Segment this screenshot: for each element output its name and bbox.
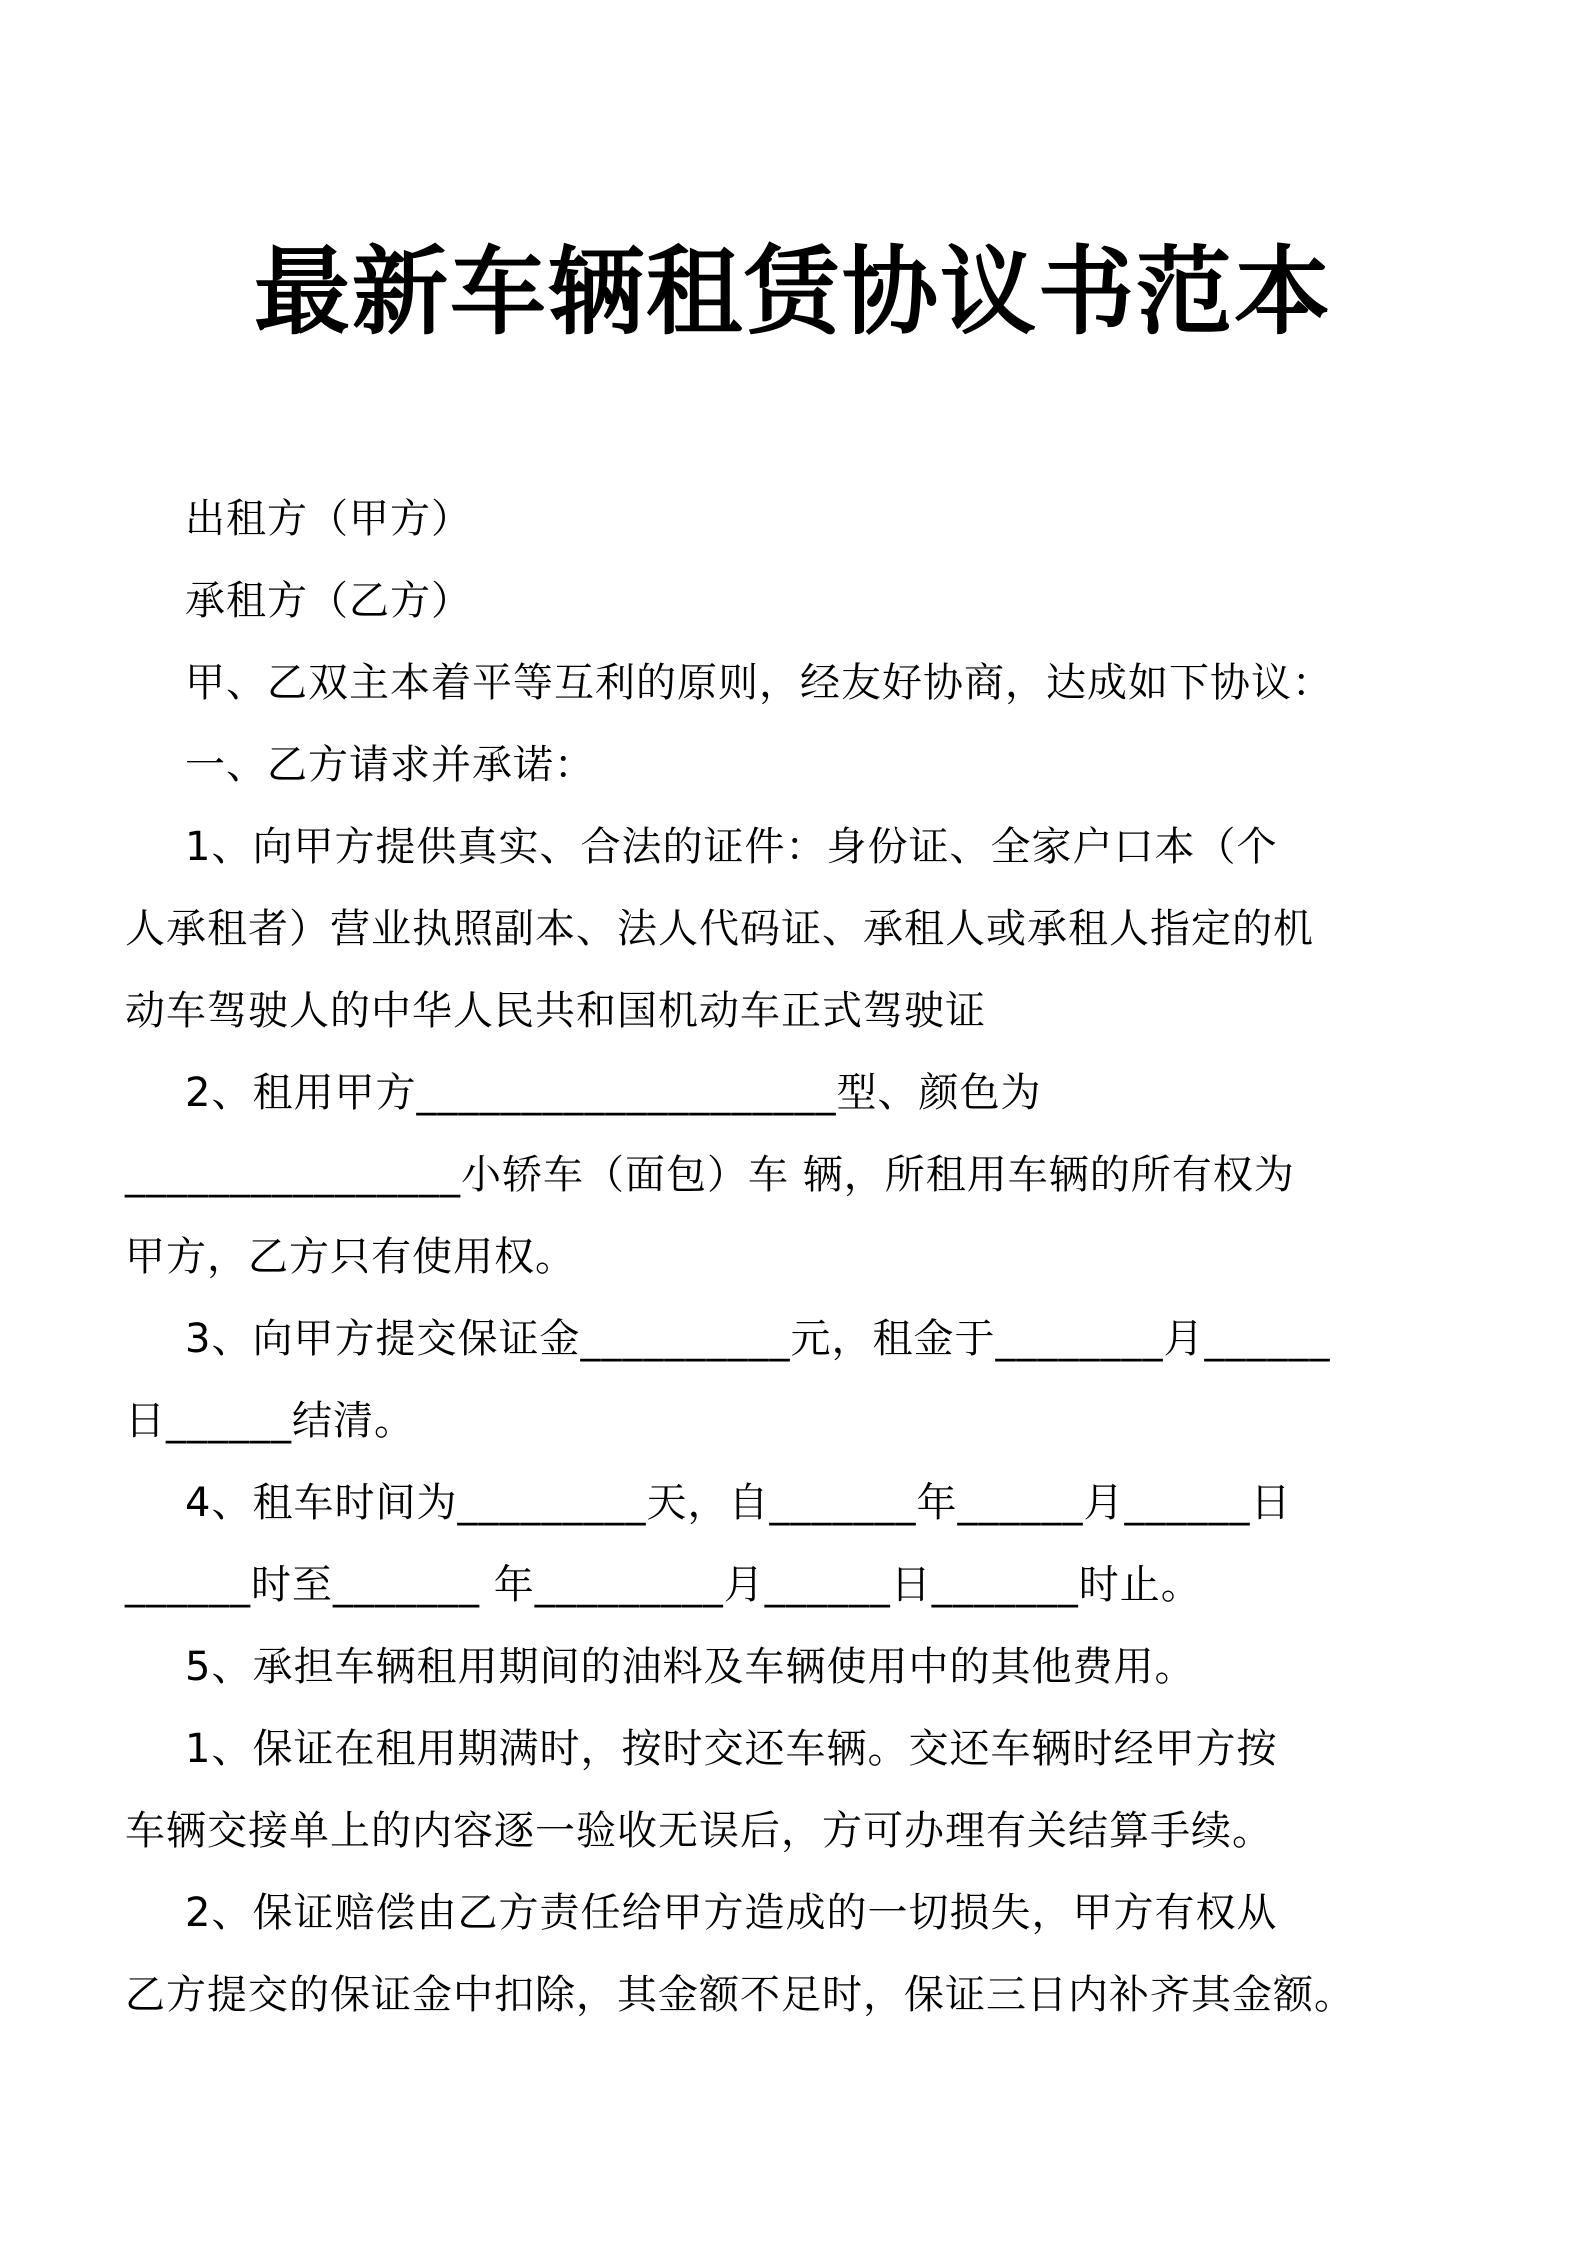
- party-b-line: 承租方（乙方）: [185, 578, 472, 624]
- obligation-1-line-2: 车辆交接单上的内容逐一验收无误后，方可办理有关结算手续。: [125, 1808, 1273, 1854]
- clause-2-line-1: 2、租用甲方____________________型、颜色为: [185, 1070, 1042, 1116]
- party-a-line: 出租方（甲方）: [185, 496, 472, 542]
- clause-3-line-1: 3、向甲方提交保证金__________元，租金于________月______: [185, 1316, 1331, 1362]
- clause-4-line-2: ______时至_______ 年_________月______日_______时止。: [125, 1562, 1202, 1608]
- clause-3-line-2: 日______结清。: [125, 1398, 415, 1444]
- clause-5-line-1: 5、承担车辆租用期间的油料及车辆使用中的其他费用。: [185, 1644, 1196, 1690]
- clause-2-line-3: 甲方，乙方只有使用权。: [125, 1234, 576, 1280]
- clause-1-line-1: 1、向甲方提供真实、合法的证件：身份证、全家户口本（个: [185, 824, 1278, 870]
- clause-1-line-2: 人承租者）营业执照副本、法人代码证、承租人或承租人指定的机: [125, 906, 1314, 952]
- section-heading-1: 一、乙方请求并承诺：: [185, 742, 595, 788]
- clause-2-line-2: ________________小轿车（面包）车 辆，所租用车辆的所有权为: [125, 1152, 1295, 1198]
- obligation-1-line-1: 1、保证在租用期满时，按时交还车辆。交还车辆时经甲方按: [185, 1726, 1278, 1772]
- obligation-2-line-2: 乙方提交的保证金中扣除，其金额不足时，保证三日内补齐其金额。: [125, 1972, 1355, 2018]
- document-title: 最新车辆租赁协议书范本: [254, 236, 1332, 348]
- agreement-intro: 甲、乙双主本着平等互利的原则，经友好协商，达成如下协议：: [185, 660, 1333, 706]
- document-body: [125, 478, 1405, 2036]
- obligation-2-line-1: 2、保证赔偿由乙方责任给甲方造成的一切损失，甲方有权从: [185, 1890, 1278, 1936]
- clause-1-line-3: 动车驾驶人的中华人民共和国机动车正式驾驶证: [125, 988, 986, 1034]
- clause-4-line-1: 4、租车时间为_________天，自_______年______月______日: [185, 1480, 1292, 1526]
